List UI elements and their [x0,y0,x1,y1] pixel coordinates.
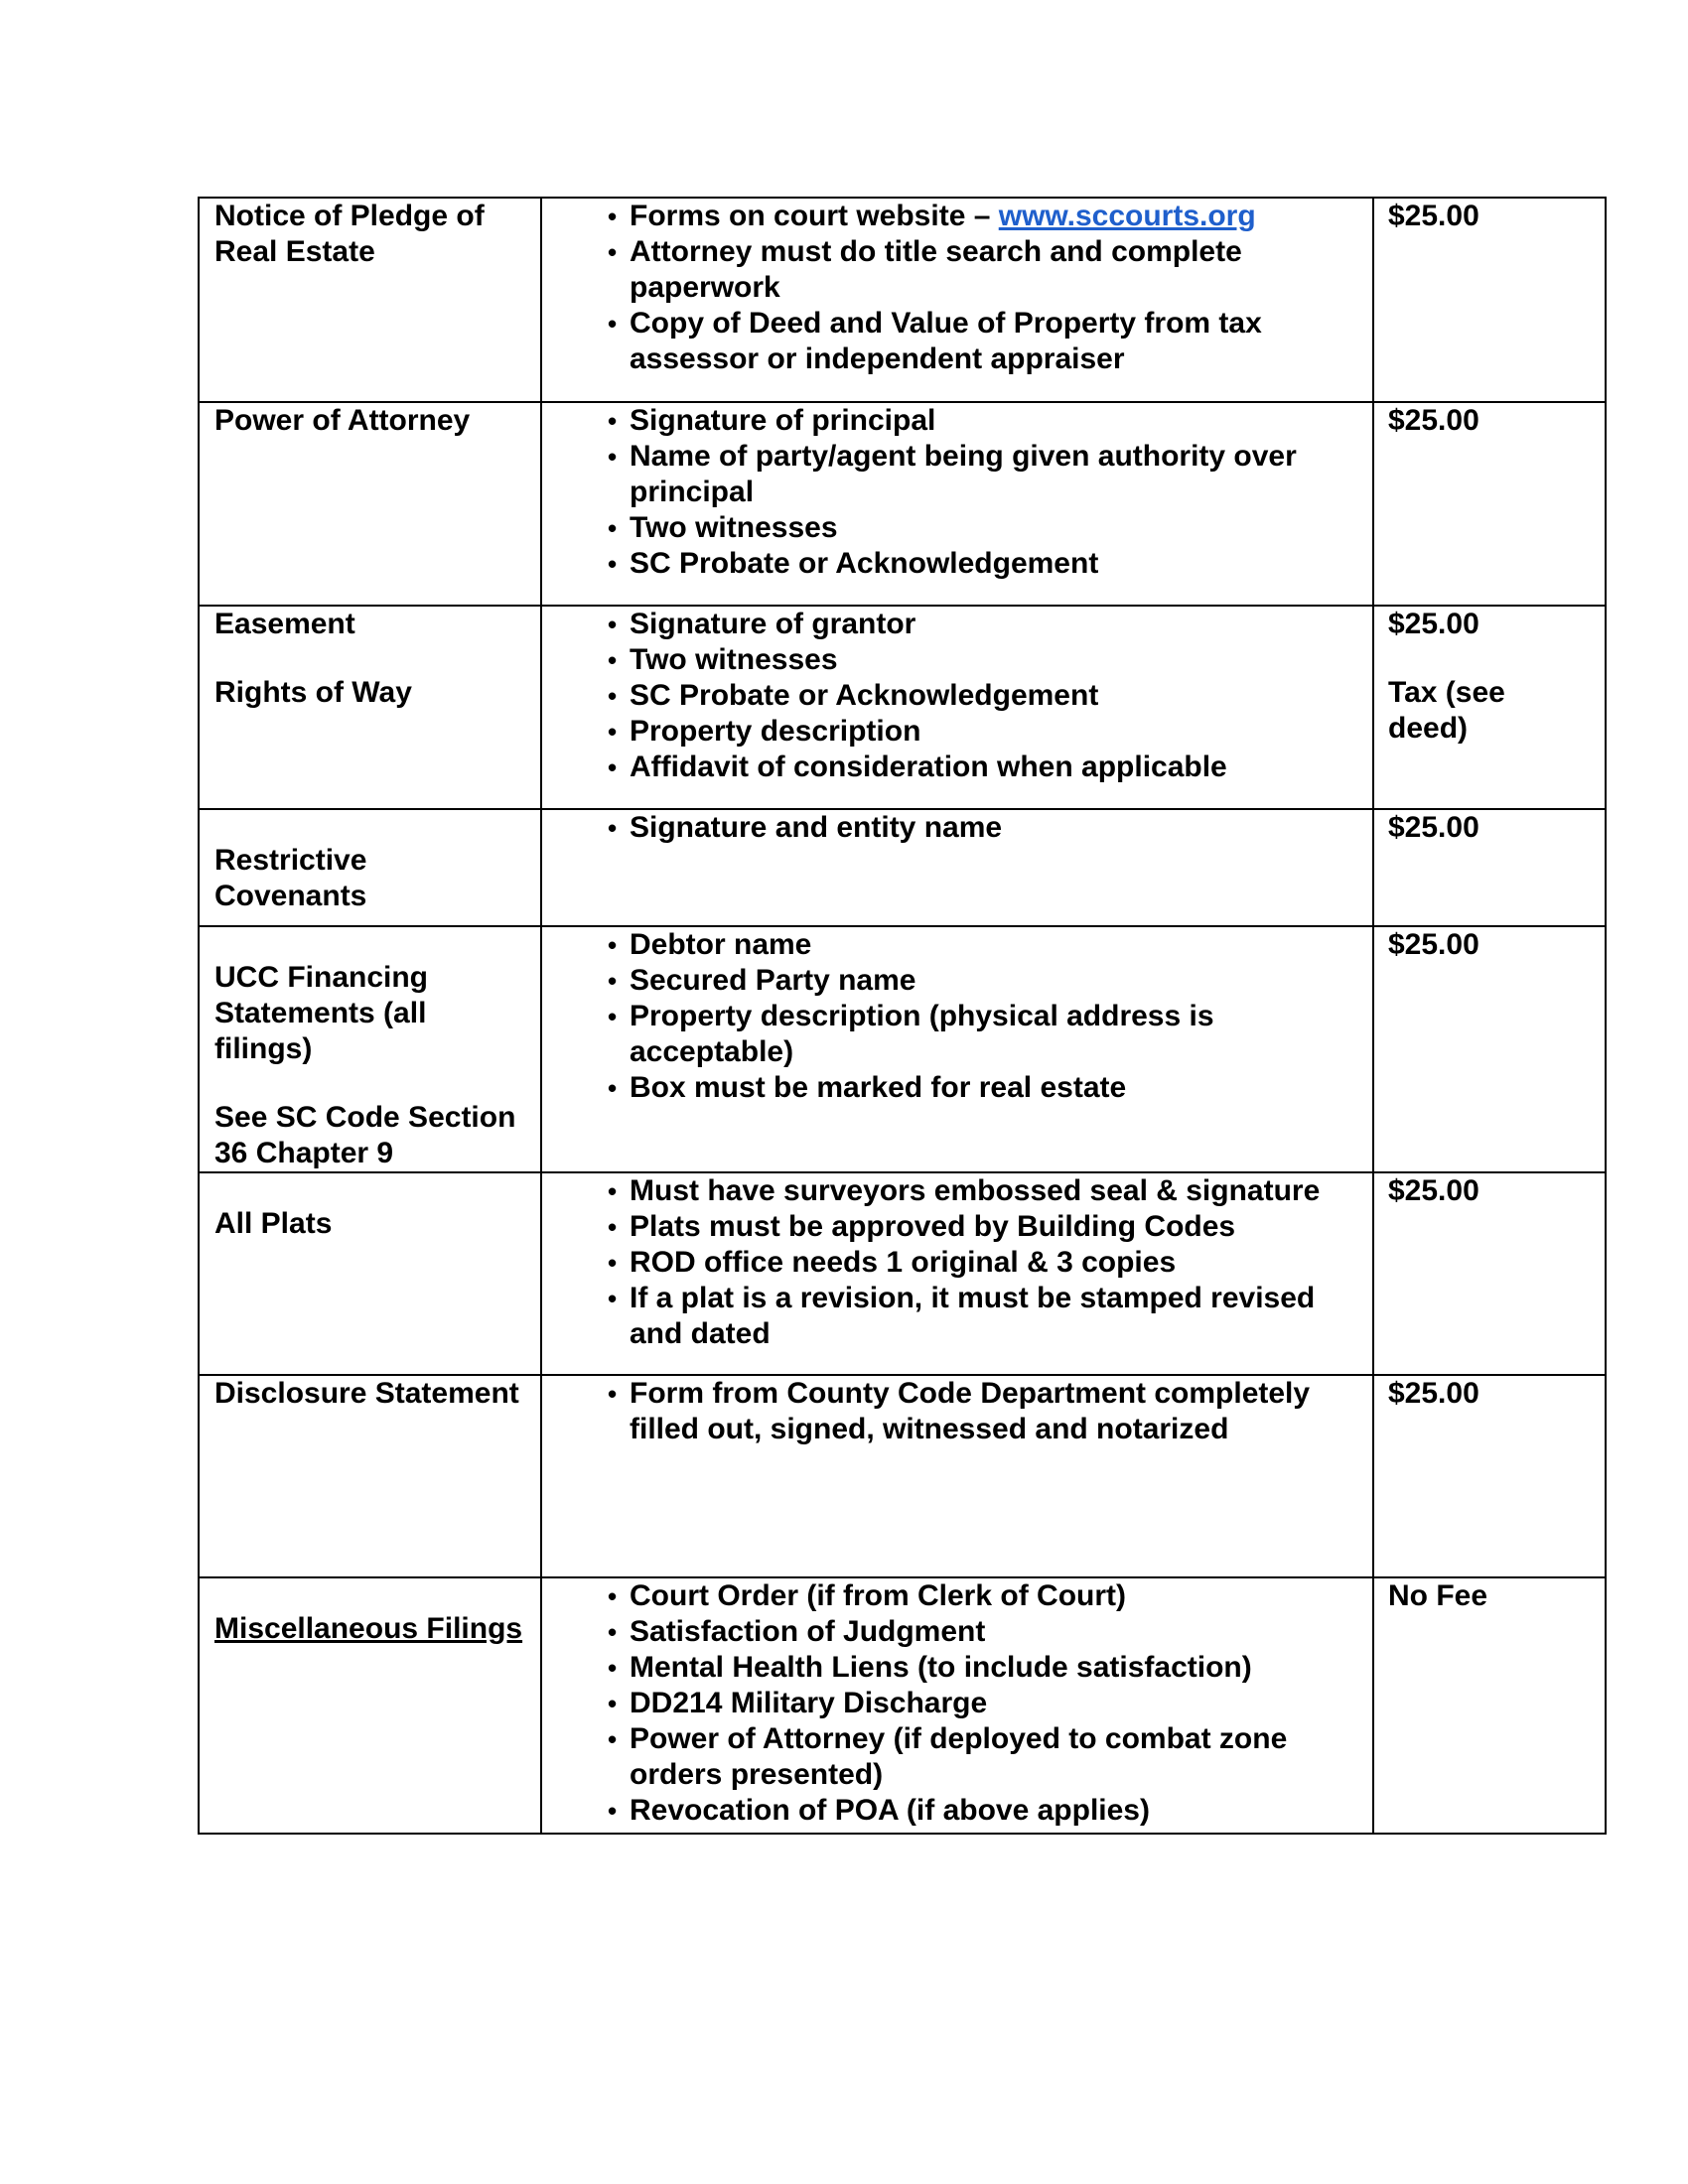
requirement-item: • Form from County Code Department completely filled out, signed, witnessed and notarized [630,1376,1362,1447]
requirements-list [542,1376,1362,1447]
requirement-item: • Attorney must do title search and complete paperwork [630,234,1362,306]
requirement-item: • Satisfaction of Judgment [630,1614,1362,1650]
fee-cell [1373,606,1606,809]
document-type-label: Disclosure Statement [214,1377,519,1410]
requirement-item: • Two witnesses [630,642,1362,678]
table-row [199,198,1606,402]
requirement-item: • DD214 Military Discharge [630,1686,1362,1721]
document-type-label: Easement [214,608,355,640]
requirement-item: • Name of party/agent being given authority over principal [630,439,1362,510]
requirement-item: • Affidavit of consideration when applicable [630,750,1362,785]
document-type-cell [199,809,541,926]
fee-value: $25.00 [1388,404,1479,437]
requirement-item: • Mental Health Liens (to include satisfaction) [630,1650,1362,1686]
requirement-item: • Signature of principal [630,403,1362,439]
requirements-cell [541,606,1373,809]
fee-cell [1373,1577,1606,1834]
requirement-item: • Property description [630,714,1362,750]
table-row [199,402,1606,606]
requirement-item: • ROD office needs 1 original & 3 copies [630,1245,1362,1281]
requirement-item: • Signature and entity name [630,810,1362,846]
document-type-label: Miscellaneous Filings [214,1612,523,1645]
requirement-item: • Secured Party name [630,963,1362,999]
fee-value: $25.00 [1388,928,1479,961]
requirements-cell [541,402,1373,606]
requirement-item: • Power of Attorney (if deployed to combat zone orders presented) [630,1721,1362,1793]
requirements-list [542,199,1362,377]
requirements-list [542,1173,1362,1352]
document-type-label: UCC Financing Statements (all filings) [214,961,428,1065]
document-type-cell [199,926,541,1172]
document-type-label: Rights of Way [214,676,412,709]
requirement-item: • Plats must be approved by Building Codes [630,1209,1362,1245]
document-type-cell [199,606,541,809]
document-type-label: All Plats [214,1207,333,1240]
document-type-label: Notice of Pledge of Real Estate [214,200,485,268]
document-type-cell [199,1172,541,1375]
table-row [199,606,1606,809]
requirements-cell [541,1375,1373,1577]
sccourts-link[interactable]: www.sccourts.org [998,200,1256,232]
fee-note: Tax (see deed) [1388,676,1505,745]
document-type-note: See SC Code Section 36 Chapter 9 [214,1101,516,1169]
fee-value: $25.00 [1388,608,1479,640]
requirement-item: • SC Probate or Acknowledgement [630,546,1362,582]
document-type-label: Power of Attorney [214,404,471,437]
requirement-item: • Box must be marked for real estate [630,1070,1362,1106]
document-type-label: Restrictive Covenants [214,844,367,912]
filing-requirements-table [198,197,1607,1835]
fee-value: $25.00 [1388,1174,1479,1207]
requirement-item: • Property description (physical address is acceptable) [630,999,1362,1070]
requirements-cell [541,1577,1373,1834]
requirements-list [542,607,1362,785]
requirements-list [542,927,1362,1106]
table-row [199,1375,1606,1577]
fee-cell [1373,198,1606,402]
requirements-list [542,1578,1362,1829]
requirements-cell [541,809,1373,926]
document-type-cell [199,198,541,402]
table-row [199,926,1606,1172]
requirement-item: • Two witnesses [630,510,1362,546]
requirements-cell [541,198,1373,402]
requirements-cell [541,1172,1373,1375]
table-row [199,1577,1606,1834]
requirement-item: • If a plat is a revision, it must be stamped revised and dated [630,1281,1362,1352]
requirements-list [542,403,1362,582]
requirement-item: • Court Order (if from Clerk of Court) [630,1578,1362,1614]
requirement-item: • SC Probate or Acknowledgement [630,678,1362,714]
table-row [199,809,1606,926]
requirements-list [542,810,1362,846]
fee-cell [1373,402,1606,606]
requirement-item: • Signature of grantor [630,607,1362,642]
requirements-cell [541,926,1373,1172]
fee-value: $25.00 [1388,811,1479,844]
fee-cell [1373,1375,1606,1577]
fee-value: $25.00 [1388,1377,1479,1410]
requirement-item: • Debtor name [630,927,1362,963]
requirement-item: • Must have surveyors embossed seal & signature [630,1173,1362,1209]
fee-value: $25.00 [1388,200,1479,232]
document-type-cell [199,1577,541,1834]
requirement-item: • Revocation of POA (if above applies) [630,1793,1362,1829]
document-type-cell [199,402,541,606]
document-type-cell [199,1375,541,1577]
fee-cell [1373,1172,1606,1375]
fee-cell [1373,926,1606,1172]
fee-value: No Fee [1388,1579,1488,1612]
requirement-item: • Copy of Deed and Value of Property from tax assessor or independent appraiser [630,306,1362,377]
table-row [199,1172,1606,1375]
fee-cell [1373,809,1606,926]
requirement-item: • Forms on court website – www.sccourts.org [630,199,1362,234]
